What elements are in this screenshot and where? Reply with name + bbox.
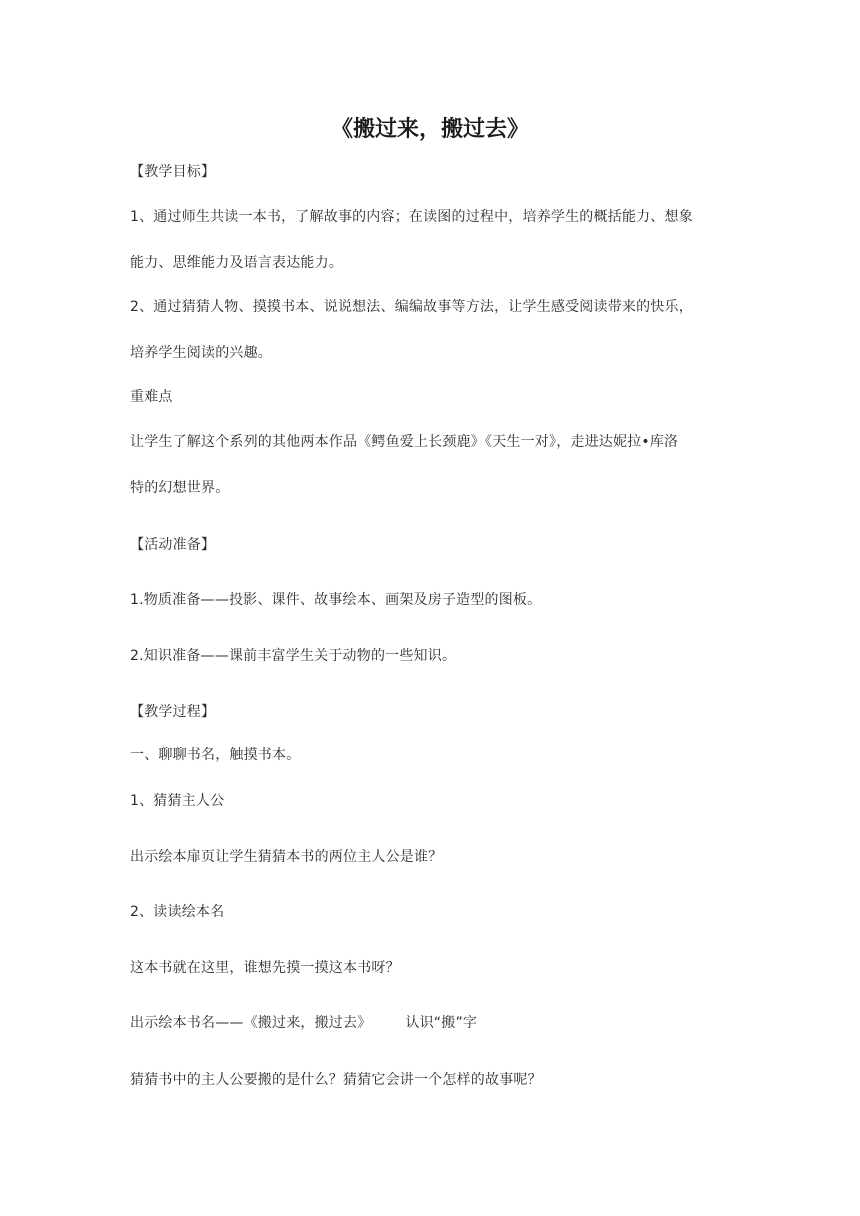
paragraph-line: 这本书就在这里，谁想先摸一摸这本书呀？: [130, 960, 400, 976]
paragraph-line: 培养学生阅读的兴趣。: [130, 345, 272, 361]
paragraph-line: 能力、思维能力及语言表达能力。: [130, 255, 343, 271]
section-heading-activity-prep: 【活动准备】: [130, 537, 216, 553]
paragraph-line: 让学生了解这个系列的其他两本作品《鳄鱼爱上长颈鹿》《天生一对》，走进达妮拉•库洛: [130, 434, 679, 450]
paragraph-line: 一、聊聊书名，触摸书本。: [130, 747, 301, 763]
paragraph-line: 出示绘本扉页让学生猜猜本书的两位主人公是谁？: [130, 849, 443, 865]
paragraph-line: 1、猜猜主人公: [130, 793, 225, 809]
section-heading-teaching-goals: 【教学目标】: [130, 164, 216, 180]
paragraph-line: 1、通过师生共读一本书，了解故事的内容；在读图的过程中，培养学生的概括能力、想象: [130, 209, 693, 225]
paragraph-line: 特的幻想世界。: [130, 480, 230, 496]
paragraph-line: 2.知识准备——课前丰富学生关于动物的一些知识。: [130, 648, 457, 664]
book-title-text: 出示绘本书名——《搬过来，搬过去》: [130, 1015, 372, 1031]
paragraph-line: 2、读读绘本名: [130, 904, 225, 920]
section-heading-teaching-process: 【教学过程】: [130, 704, 216, 720]
paragraph-line: 2、通过猜猜人物、摸摸书本、说说想法、编编故事等方法，让学生感受阅读带来的快乐，: [130, 299, 693, 315]
section-heading-key-points: 重难点: [130, 389, 173, 405]
paragraph-line: [130, 1013, 477, 1033]
paragraph-line: 1.物质准备——投影、课件、故事绘本、画架及房子造型的图板。: [130, 592, 542, 608]
recognize-character-text: 认识“搬”字: [405, 1015, 478, 1031]
paragraph-line: 猜猜书中的主人公要搬的是什么？猜猜它会讲一个怎样的故事呢？: [130, 1072, 542, 1088]
document-title: 《搬过来，搬过去》: [330, 117, 529, 142]
